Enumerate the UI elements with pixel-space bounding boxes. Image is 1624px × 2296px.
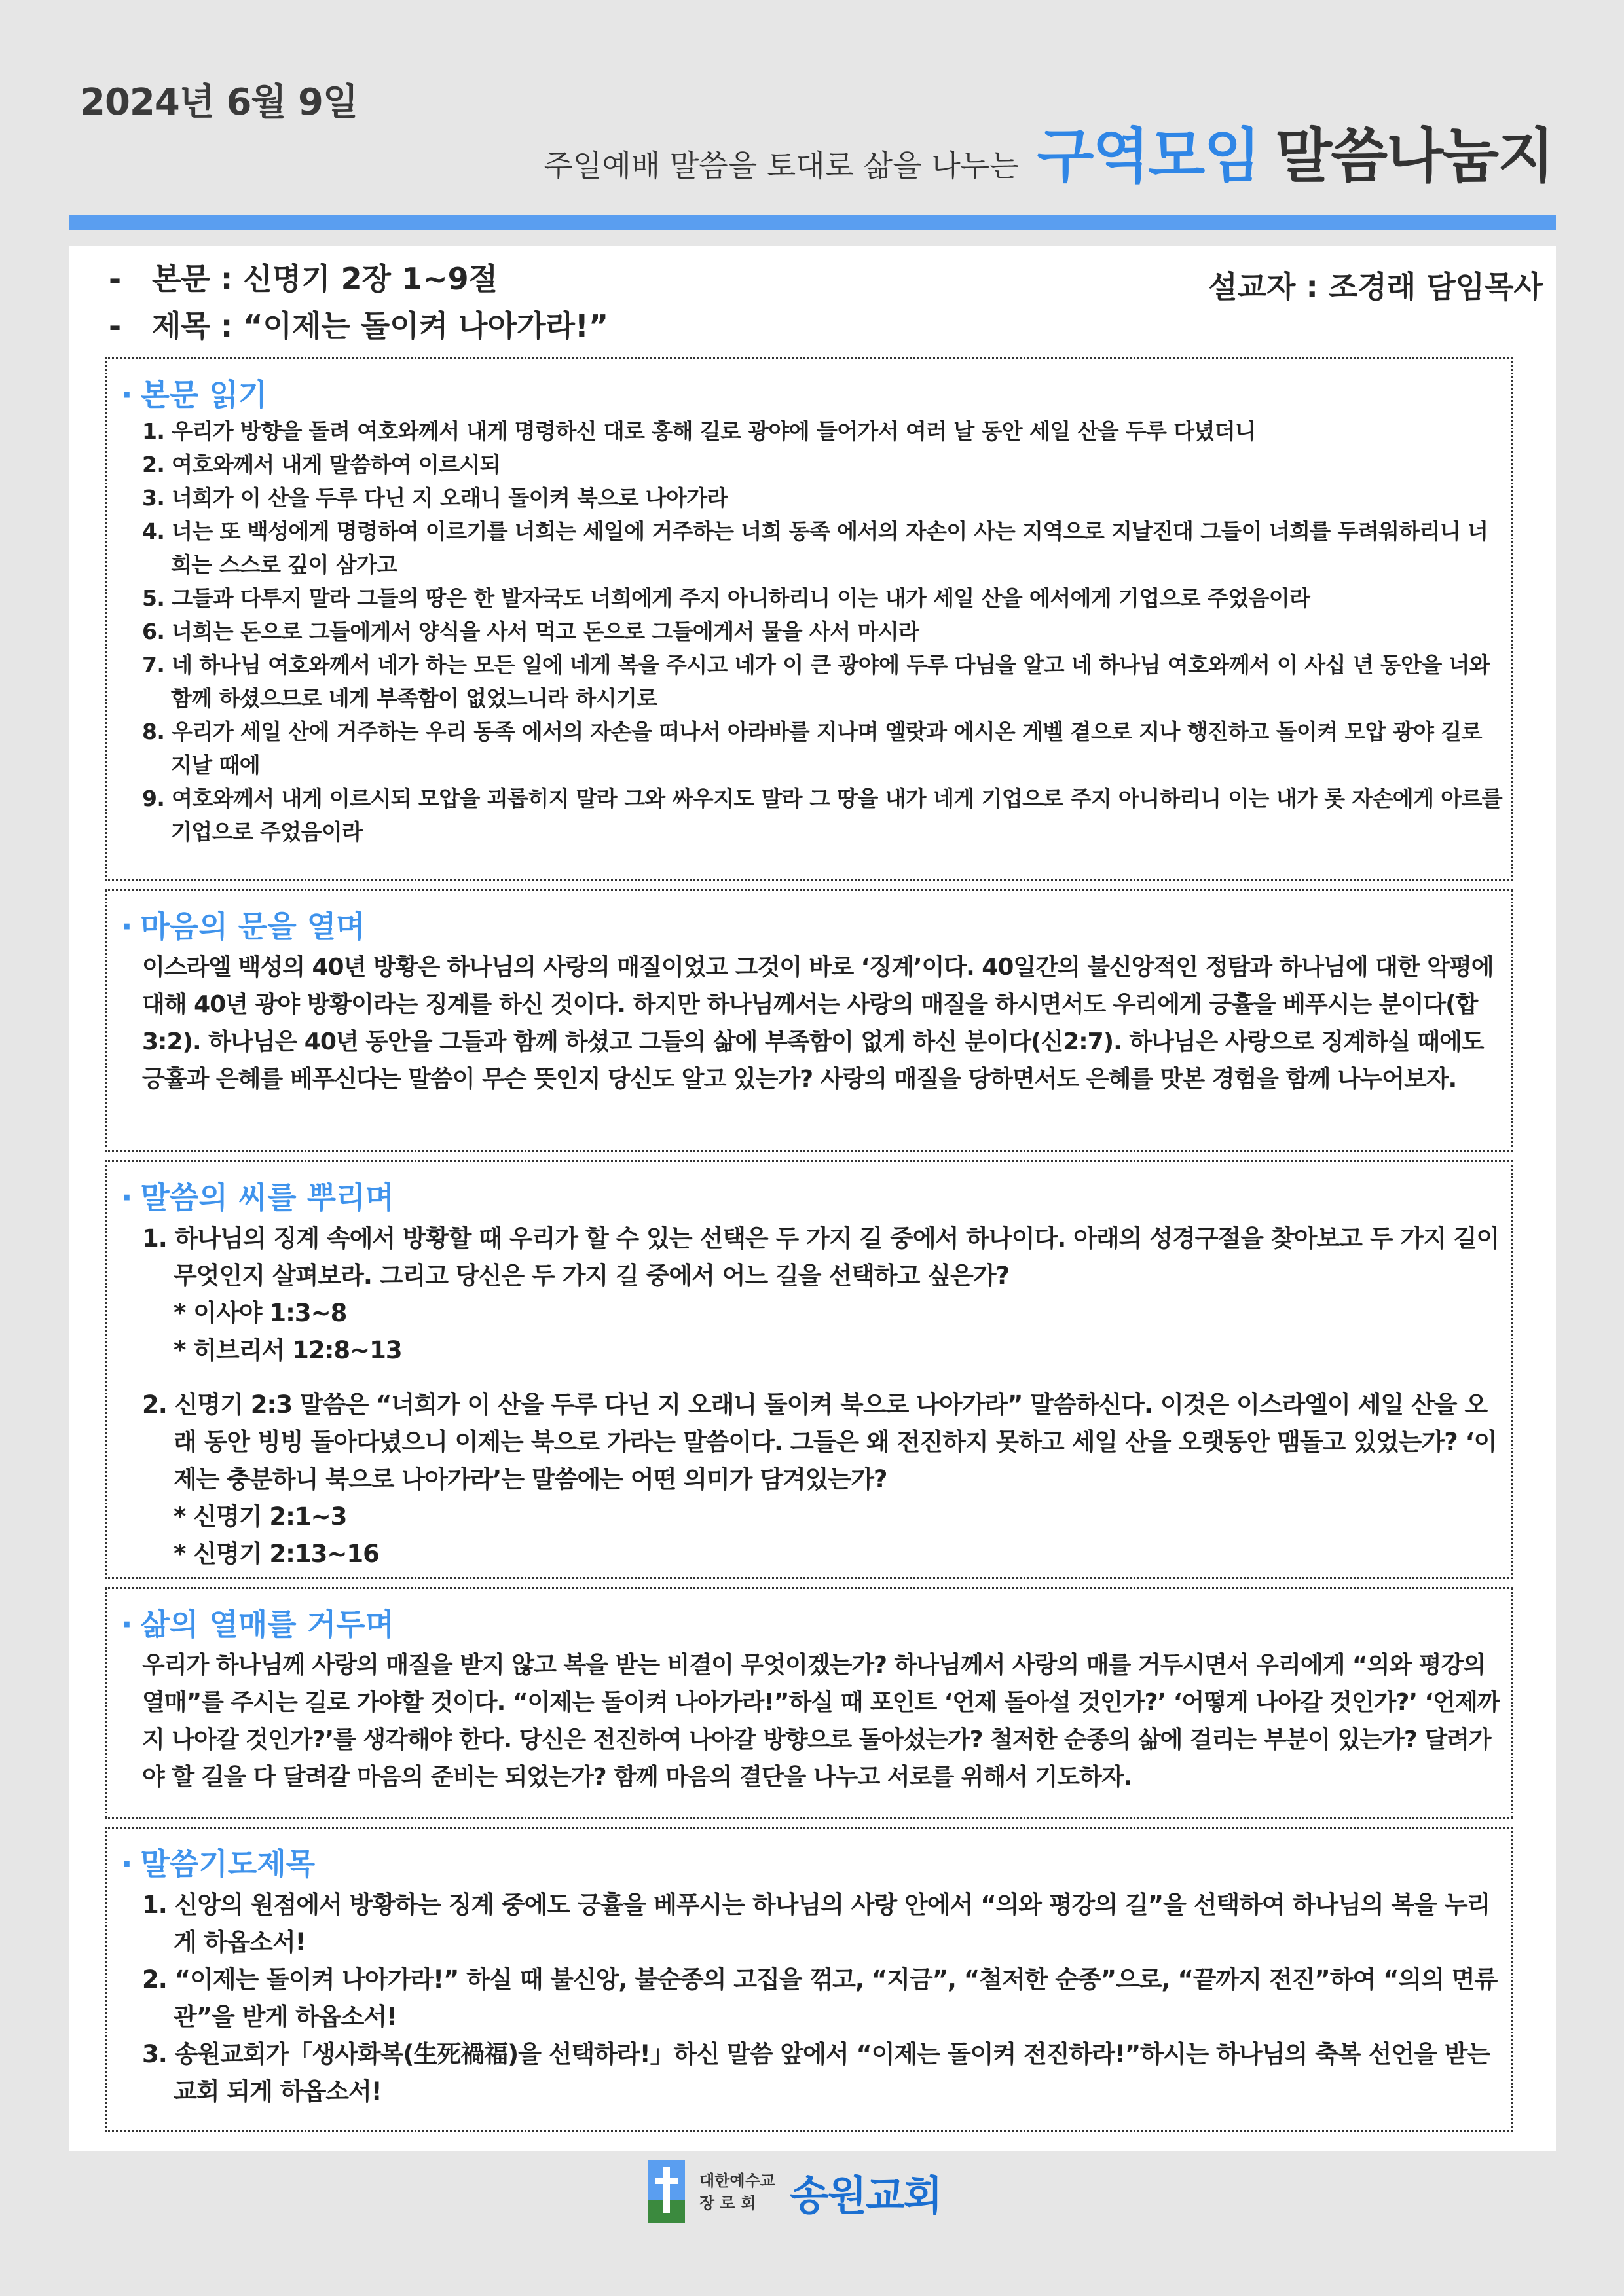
preacher-name: 설교자 : 조경래 담임목사 (1208, 269, 1543, 304)
section-scripture-reading (105, 357, 1513, 881)
header-title-main: 말씀나눔지 (1275, 122, 1553, 191)
sermon-title: 제목 : “이제는 돌이켜 나아가라!” (152, 308, 609, 344)
dash-bullet: - (109, 261, 122, 297)
prayer-item: 1. 신앙의 원점에서 방황하는 징계 중에도 긍휼을 베푸시는 하나님의 사랑 안에서 “의와 평강의 길”을 선택하여 하나님의 복을 누리게 하옵소서! (142, 1891, 1490, 1956)
section-title-text: 말씀기도제목 (140, 1846, 316, 1882)
question-list (142, 1220, 1503, 1573)
verse-item: 7. 네 하나님 여호와께서 네가 하는 모든 일에 네게 복을 주시고 네가 이 큰 광야에 두루 다님을 알고 네 하나님 여호와께서 이 사십 년 동안을 너와 함께 하셨으므로 네게 부족함이 없었느니라 하시기로 (142, 652, 1490, 711)
section-title-text: 말씀의 씨를 뿌리며 (140, 1180, 395, 1215)
section-title (121, 903, 365, 946)
verse-item: 5. 그들과 다투지 말라 그들의 땅은 한 발자국도 너희에게 주지 아니하리니 이는 내가 세일 산을 에서에게 기업으로 주었음이라 (142, 585, 1310, 611)
section-title (121, 1174, 394, 1217)
section-harvest-fruit (105, 1587, 1513, 1819)
header-title-accent: 구역모임 (1037, 122, 1260, 191)
bible-reference: * 신명기 2:1~3 (174, 1503, 347, 1531)
scripture-reference: 본문 : 신명기 2장 1~9절 (152, 261, 498, 297)
denomination-line: 장 로 회 (699, 2194, 756, 2212)
verse-item: 9. 여호와께서 내게 이르시되 모압을 괴롭히지 말라 그와 싸우지도 말라 그 땅을 내가 네게 기업으로 주지 아니하리니 이는 내가 롯 자손에게 아르를 기업으로 주었음이라 (142, 786, 1503, 845)
section-open-heart (105, 889, 1513, 1152)
bible-reference: * 히브리서 12:8~13 (174, 1336, 402, 1364)
church-logo (648, 2160, 942, 2223)
spacer (142, 1369, 1503, 1386)
denomination-label (699, 2170, 775, 2214)
header-subtitle: 주일예배 말씀을 토대로 삶을 나누는 (544, 148, 1019, 183)
bible-reference: * 신명기 2:13~16 (174, 1540, 379, 1568)
bible-reference: * 이사야 1:3~8 (174, 1299, 347, 1327)
church-name: 송원교회 (789, 2171, 942, 2219)
verse-item: 2. 여호와께서 내게 말씀하여 이르시되 (142, 452, 501, 477)
verse-item: 4. 너는 또 백성에게 명령하여 이르기를 너희는 세일에 거주하는 너희 동족 에서의 자손이 사는 지역으로 지날진대 그들이 너희를 두려워하리니 너희는 스스로 깊이 삼가고 (142, 519, 1488, 577)
bullet-dot: · (121, 1180, 133, 1215)
bullet-dot: · (121, 1607, 133, 1642)
section-title-text: 본문 읽기 (140, 377, 268, 412)
verse-item: 8. 우리가 세일 산에 거주하는 우리 동족 에서의 자손을 떠나서 아라바를 지나며 엘랏과 에시온 게벨 곁으로 지나 행진하고 돌이켜 모압 광야 길로 지날 때에 (142, 719, 1482, 778)
section-title (121, 1840, 315, 1884)
verse-item: 3. 너희가 이 산을 두루 다닌 지 오래니 돌이켜 북으로 나아가라 (142, 485, 728, 511)
sermon-meta (109, 255, 608, 350)
scripture-row (109, 255, 608, 302)
prayer-item: 2. “이제는 돌이켜 나아가라!” 하실 때 불신앙, 불순종의 고집을 꺾고, “지금”, “철저한 순종”으로, “끝까지 전진”하여 “의의 면류관”을 받게 하옵소서! (142, 1965, 1498, 2031)
question-item: 1. 하나님의 징계 속에서 방황할 때 우리가 할 수 있는 선택은 두 가지 길 중에서 하나이다. 아래의 성경구절을 찾아보고 두 가지 길이 무엇인지 살펴보라. 그리고 당신은 두 가지 길 중에서 어느 길을 선택하고 싶은가? (142, 1224, 1500, 1290)
bulletin-date: 2024년 6월 9일 (80, 81, 358, 124)
bullet-dot: · (121, 909, 133, 944)
prayer-item: 3. 송원교회가「생사화복(生死禍福)을 선택하라!」하신 말씀 앞에서 “이제는 돌이켜 전진하라!”하시는 하나님의 축복 선언을 받는 교회 되게 하옵소서! (142, 2040, 1490, 2105)
prayer-list (142, 1886, 1503, 2110)
verse-item: 1. 우리가 방향을 돌려 여호와께서 내게 명령하신 대로 홍해 길로 광야에 들어가서 여러 날 동안 세일 산을 두루 다녔더니 (142, 418, 1256, 444)
bullet-dot: · (121, 377, 133, 412)
sermon-title-row (109, 302, 608, 350)
verse-item: 6. 너희는 돈으로 그들에게서 양식을 사서 먹고 돈으로 그들에게서 물을 사서 마시라 (142, 619, 919, 644)
cross-icon (648, 2160, 685, 2223)
verse-list (142, 414, 1503, 848)
section-title-text: 마음의 문을 열며 (140, 909, 365, 944)
header-divider-bar (69, 215, 1556, 230)
bulletin-sheet (69, 246, 1556, 2151)
section-title (121, 1601, 394, 1644)
section-title-text: 삶의 열매를 거두며 (140, 1607, 395, 1642)
section-title (121, 371, 267, 414)
bulletin-header (544, 108, 1554, 193)
question-item: 2. 신명기 2:3 말씀은 “너희가 이 산을 두루 다닌 지 오래니 돌이켜 북으로 나아가라” 말씀하신다. 이것은 이스라엘이 세일 산을 오래 동안 빙빙 돌아다녔으니 이제는 북으로 가라는 말씀이다. 그들은 왜 전진하지 못하고 세일 산을 오랫동안 맴돌고 있었는가? ‘이제는 충분하니 북으로 나아가라’는 말씀에는 어떤 의미가 담겨있는가? (142, 1391, 1497, 1493)
denomination-line: 대한예수교 (699, 2172, 775, 2190)
section-body: 이스라엘 백성의 40년 방황은 하나님의 사랑의 매질이었고 그것이 바로 ‘징계’이다. 40일간의 불신앙적인 정탐과 하나님에 대한 악평에 대해 40년 광야 방황이라는 징계를 하신 것이다. 하지만 하나님께서는 사랑의 매질을 하시면서도 우리에게 긍휼을 베푸시는 분이다(합3:2). 하나님은 40년 동안을 그들과 함께 하셨고 그들의 삶에 부족함이 없게 하신 분이다(신2:7). 하나님은 사랑으로 징계하실 때에도 긍휼과 은혜를 베푸신다는 말씀이 무슨 뜻인지 당신도 알고 있는가? 사랑의 매질을 당하면서도 은혜를 맛본 경험을 함께 나누어보자. (142, 954, 1494, 1093)
section-prayer-topics (105, 1827, 1513, 2132)
section-sow-word (105, 1160, 1513, 1579)
dash-bullet: - (109, 308, 122, 344)
bullet-dot: · (121, 1846, 133, 1882)
section-body: 우리가 하나님께 사랑의 매질을 받지 않고 복을 받는 비결이 무엇이겠는가? 하나님께서 사랑의 매를 거두시면서 우리에게 “의와 평강의 열매”를 주시는 길로 가야할 것이다. “이제는 돌이켜 나아가라!”하실 때 포인트 ‘언제 돌아설 것인가?’ ‘어떻게 나아갈 것인가?’ ‘언제까지 나아갈 것인가?’를 생각해야 한다. 당신은 전진하여 나아갈 방향으로 돌아섰는가? 철저한 순종의 삶에 걸리는 부분이 있는가? 달려가야 할 길을 다 달려갈 마음의 준비는 되었는가? 함께 마음의 결단을 나누고 서로를 위해서 기도하자. (142, 1652, 1500, 1791)
